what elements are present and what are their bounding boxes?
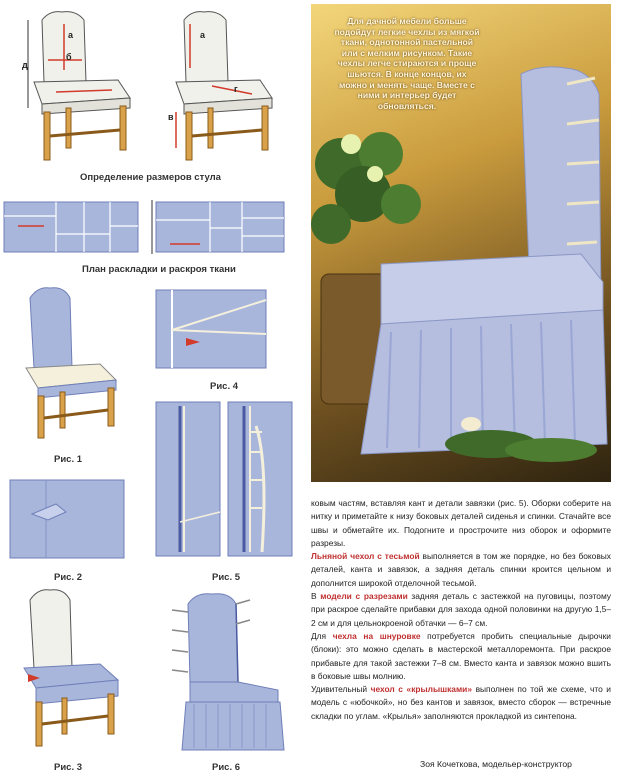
dimension-label-g: г [234, 84, 238, 94]
article-paragraph-5-prefix: Удивительный [311, 684, 371, 695]
article-paragraph-4-text: потребуется пробить специальные дырочки (блоки): это можно сделать в мастерской металлоремонта. При раскрое прибавьте для такой застежки 7–8 см. Вместо канта и завязок можно вшить в боковые швы молнию. [311, 630, 611, 681]
figure-5-piping-panel-right [228, 402, 294, 558]
caption-fig-3: Рис. 3 [54, 762, 83, 773]
author-signature: Зоя Кочеткова, модельер-конструктор [420, 759, 572, 769]
highlight-slit-model: модели с разрезами [320, 591, 408, 602]
dimension-label-v: в [168, 112, 174, 122]
caption-layout-plan: План раскладки и раскроя ткани [82, 264, 236, 275]
caption-fig-2: Рис. 2 [54, 572, 83, 583]
photo-tulips [451, 404, 601, 474]
article-paragraph-5-text: выполнен по той же схеме, что и модель с «юбочкой», но без кантов и завязок, вместо сборок — встречные складки по углам. «Крылья» заполняются прокладкой из синтепона. [311, 684, 611, 721]
chair-measure-drawing-left [20, 8, 140, 168]
article-paragraph-5 [311, 683, 611, 723]
caption-fig-4: Рис. 4 [210, 381, 239, 392]
article-paragraph-2-text: выполняется в том же порядке, но без боковых деталей, канта и завязок, а задняя деталь спинки кроится цельном и дополнится широкой отделочной тесьмой. [311, 551, 611, 588]
caption-fig-6: Рис. 6 [212, 762, 241, 773]
article-paragraph-1: ковым частям, вставляя кант и детали завязки (рис. 5). Оборки соберите на нитку и приметайте к низу боковых деталей сиденья и спинки. Стачайте все швы и обметайте их. Подогните и прострочите низ оборок и оформите разрезы. [311, 498, 611, 548]
photo-caption: Для дачной мебели больше подойдут легкие чехлы из мягкой ткани, однотонной пастельной или с мелким рисунком. Такие чехлы легче стираются и проще шьются. В конце концов, их можно и менять чаще. Вместе с ними и интерьер будет обновляться. [334, 16, 480, 111]
dimension-label-b: б [66, 52, 72, 62]
article-paragraph-4 [311, 630, 611, 683]
article-paragraph-3 [311, 590, 611, 630]
article-paragraph-3-prefix: В [311, 591, 321, 602]
highlight-laced-cover: чехла на шнуровке [332, 630, 421, 641]
figure-5-piping-panel-left [156, 402, 222, 558]
caption-chair-sizes: Определение размеров стула [80, 172, 221, 183]
caption-fig-5: Рис. 5 [212, 572, 241, 583]
chair-cover-photo [311, 4, 611, 482]
caption-fig-1: Рис. 1 [54, 454, 83, 465]
article-paragraph-4-prefix: Для [311, 630, 333, 641]
highlight-linen-cover: Льняной чехол с тесьмой [311, 551, 420, 562]
chair-measure-drawing-right [162, 8, 282, 168]
dimension-label-d: д [22, 60, 28, 70]
dimension-label-a: а [68, 30, 74, 40]
fabric-layout-plan-left [4, 198, 142, 256]
fabric-layout-plan-right [148, 198, 288, 256]
figure-2-fabric-tuck [10, 478, 126, 560]
figure-4-corner-detail [156, 290, 268, 370]
figure-3-seat-cover [20, 588, 130, 752]
figure-6-laced-cover [168, 590, 288, 756]
article-body [311, 497, 611, 723]
dimension-label-a-right: а [200, 30, 206, 40]
figure-1-chair-cover [20, 284, 130, 444]
highlight-wings-cover: чехол с «крылышками» [370, 684, 472, 695]
article-paragraph-3-text: задняя деталь с застежкой на пуговицы, поэтому при раскрое сделайте прибавки для захода одной половинки на другую 1,5–2 см и для цельнокроеной обтачки — 6–7 см. [311, 591, 611, 628]
article-paragraph-2 [311, 550, 611, 590]
